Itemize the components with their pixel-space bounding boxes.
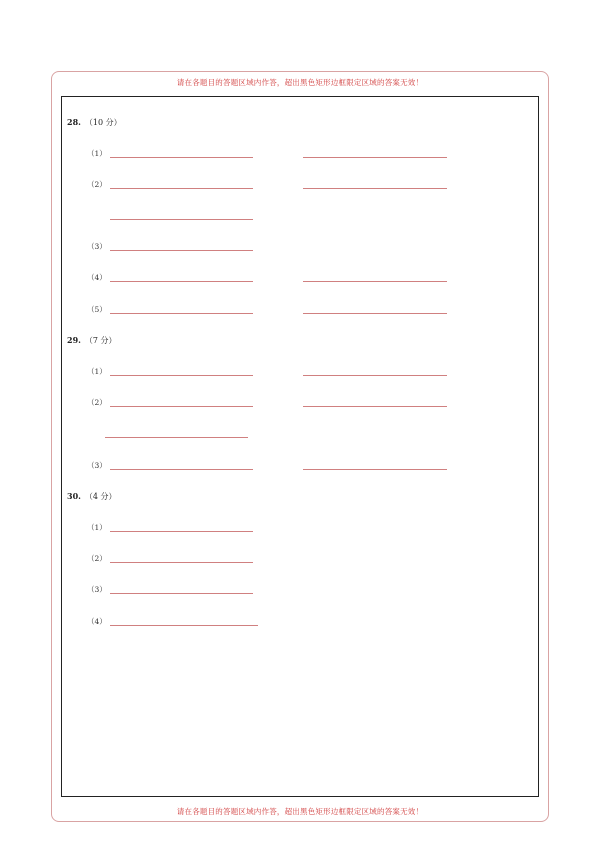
q28-part-4-label: （4） — [87, 273, 107, 282]
q29-part-3-answer-line-a[interactable] — [110, 469, 253, 470]
question-number: 30. — [67, 491, 81, 501]
question-30-title — [67, 491, 117, 502]
q28-part-2-answer-line-b[interactable] — [303, 188, 447, 189]
q29-part-1-answer-line-b[interactable] — [303, 375, 447, 376]
q30-part-2-label: （2） — [87, 554, 107, 563]
q28-part-5-answer-line-b[interactable] — [303, 313, 447, 314]
q29-part-2-answer-line-c[interactable] — [105, 437, 248, 438]
q28-part-4-answer-line-a[interactable] — [110, 281, 253, 282]
answer-area-frame — [61, 96, 539, 797]
warning-bottom: 请在各题目的答题区域内作答，超出黑色矩形边框限定区域的答案无效！ — [176, 807, 424, 816]
q30-part-1-answer-line[interactable] — [110, 531, 253, 532]
q30-part-4-label: （4） — [87, 617, 107, 626]
question-score: （4 分） — [84, 492, 117, 501]
q28-part-4-answer-line-b[interactable] — [303, 281, 447, 282]
q30-part-2-answer-line[interactable] — [110, 562, 253, 563]
question-28-title — [67, 117, 122, 128]
q28-part-3-label: （3） — [87, 242, 107, 251]
q28-part-5-answer-line-a[interactable] — [110, 313, 253, 314]
q29-part-1-answer-line-a[interactable] — [110, 375, 253, 376]
q29-part-2-answer-line-a[interactable] — [110, 406, 253, 407]
q29-part-2-answer-line-b[interactable] — [303, 406, 447, 407]
q29-part-1-label: （1） — [87, 367, 107, 376]
q28-part-1-answer-line-a[interactable] — [110, 157, 253, 158]
q28-part-2-answer-line-a[interactable] — [110, 188, 253, 189]
q29-part-3-answer-line-b[interactable] — [303, 469, 447, 470]
q28-part-2-label: （2） — [87, 180, 107, 189]
q30-part-3-label: （3） — [87, 585, 107, 594]
question-score: （10 分） — [84, 118, 122, 127]
q29-part-3-label: （3） — [87, 461, 107, 470]
question-number: 29. — [67, 335, 81, 345]
warning-top: 请在各题目的答题区域内作答，超出黑色矩形边框限定区域的答案无效！ — [176, 78, 424, 87]
q28-part-1-answer-line-b[interactable] — [303, 157, 447, 158]
q28-part-5-label: （5） — [87, 305, 107, 314]
q30-part-4-answer-line[interactable] — [110, 625, 258, 626]
question-score: （7 分） — [84, 336, 117, 345]
question-29-title — [67, 335, 117, 346]
q28-part-2-answer-line-c[interactable] — [110, 219, 253, 220]
q29-part-2-label: （2） — [87, 398, 107, 407]
q30-part-1-label: （1） — [87, 523, 107, 532]
q28-part-1-label: （1） — [87, 149, 107, 158]
q30-part-3-answer-line[interactable] — [110, 593, 253, 594]
question-number: 28. — [67, 117, 81, 127]
q28-part-3-answer-line[interactable] — [110, 250, 253, 251]
